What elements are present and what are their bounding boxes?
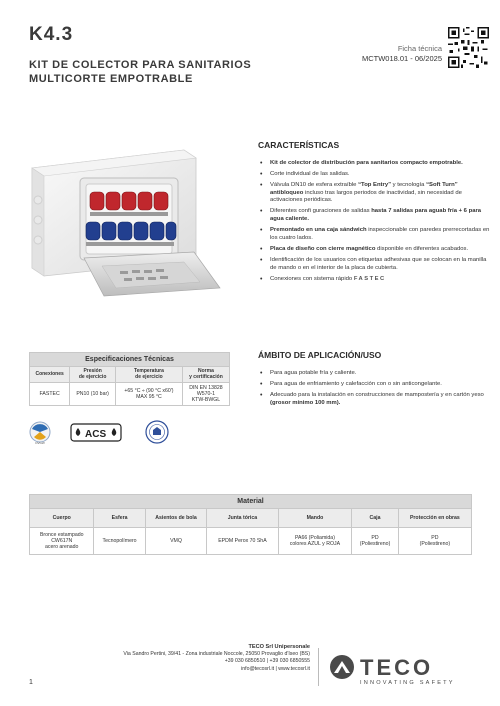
title-line-2: MULTICORTE EMPOTRABLE: [29, 73, 193, 85]
list-item-text: y tecnología: [391, 182, 427, 189]
column-header: Asientos de bola: [145, 509, 207, 528]
spec-table-caption: Especificaciones Técnicas: [30, 353, 230, 367]
table-cell: DIN EN 13828 W570-1 KTW-BWGL: [182, 383, 229, 406]
column-header: Protección en obras: [398, 509, 471, 528]
material-table-header-row: [30, 509, 472, 528]
fastec-logo-text: FASTEC: [353, 275, 386, 282]
product-title: [29, 58, 251, 86]
column-header: Esfera: [94, 509, 145, 528]
page-number: 1: [29, 679, 33, 686]
company-contacts[interactable]: info@tecosrl.it | www.tecosrl.it: [241, 665, 310, 672]
list-item-text: Conexiones con sistema rápido: [270, 275, 354, 282]
column-header: Cuerpo: [30, 509, 94, 528]
table-cell: +65 °C ÷ (90 °C x60') MAX 95 °C: [115, 383, 182, 406]
ficha-label: Ficha técnica: [397, 44, 442, 53]
table-cell: Tecnopolímero: [94, 528, 145, 555]
list-item-text: Kit de colector de distribución para sanitarios compacto empotrable.: [270, 160, 463, 166]
product-image: [24, 140, 230, 300]
list-item-text: Para agua de enfriamiento y calefacción con o sin anticongelante.: [270, 381, 442, 388]
teco-tagline: INNOVATING SAFETY: [360, 680, 455, 686]
spec-table-header-row: [30, 367, 230, 383]
list-item-text: Válvula DN10 de esfera extraíble: [270, 182, 359, 189]
list-item-text: “Top Entry”: [358, 182, 392, 189]
list-item-text: Placa de diseño con cierre magnético: [270, 245, 376, 252]
column-header: Mando: [278, 509, 352, 528]
table-cell: FASTEC: [30, 383, 70, 406]
dvgw-text: DVGW: [35, 441, 45, 445]
list-item: [270, 160, 490, 168]
list-item-text: Adecuado para la instalación en construcciones de mampostería y en cartón yeso: [270, 392, 484, 399]
table-cell: PA66 (Poliamida) colores AZUL y ROJA: [278, 528, 352, 555]
company-phones: +39 030 6850510 | +39 030 6850555: [224, 658, 310, 665]
title-line-1: KIT DE COLECTOR PARA SANITARIOS: [29, 59, 252, 71]
footer-divider: [318, 648, 319, 686]
material-table: [29, 494, 472, 555]
company-name: TECO Srl Unipersonale: [248, 644, 310, 650]
ktw-seal-icon: [146, 421, 168, 443]
list-item: [270, 257, 490, 272]
table-cell: Bronce estampado CW617N acero arenado: [30, 528, 94, 555]
list-item-text: Identificación de los usuarios con etiquetas adhesivas que se colocan en la manilla de mando o en el interior de la placa de cubierta.: [270, 256, 487, 271]
list-item: [270, 392, 490, 407]
teco-mark-icon: [330, 655, 354, 679]
company-info: [70, 644, 310, 673]
list-item-text: inspeccionable con paredes prerrecortadas en los cuatro lados.: [270, 227, 490, 241]
model-code: K4.3: [29, 24, 74, 45]
teco-logo: [328, 654, 473, 686]
features-section: [258, 140, 490, 287]
list-item: [270, 171, 490, 179]
list-item: [270, 208, 490, 223]
list-item-text: hasta 7 salidas para aguab fría + 6 para agua caliente.: [270, 208, 482, 223]
table-row: [30, 383, 230, 406]
table-cell: PD (Poliestireno): [352, 528, 398, 555]
list-item-text: incluso tras largos periodos de inactividad, sin necesidad de activaciones periódicas.: [270, 189, 462, 204]
table-cell: PD (Poliestireno): [398, 528, 471, 555]
table-cell: VMQ: [145, 528, 207, 555]
list-item-text: disponible en diferentes acabados.: [375, 245, 469, 252]
teco-brand-text: TECO: [360, 655, 434, 680]
table-cell: EPDM Perox 70 ShA: [207, 528, 278, 555]
features-list: [258, 160, 490, 283]
acs-text: ACS: [85, 429, 107, 440]
list-item: [270, 227, 490, 242]
list-item: [270, 246, 490, 254]
company-address: Via Sandro Pertini, 39/41 - Zona industriale Noccole, 25050 Provaglio d'Iseo (BS): [123, 651, 310, 658]
ficha-code: MCTW018.01 - 06/2025: [361, 54, 442, 63]
column-header: Temperatura de ejercicio: [115, 367, 182, 383]
certification-logos: [29, 420, 179, 446]
qr-code-icon[interactable]: [448, 27, 489, 68]
list-item-text: Para agua potable fría y caliente.: [270, 370, 357, 376]
list-item-text: “Soft Turn” antibloqueo: [270, 182, 458, 196]
list-item: [270, 182, 490, 205]
list-item-text: Corte individual de las salidas.: [270, 171, 350, 178]
list-item: [270, 276, 490, 284]
scope-heading: ÁMBITO DE APLICACIÓN/USO: [258, 350, 382, 360]
column-header: Norma y certificación: [182, 367, 229, 383]
acs-icon: [71, 424, 121, 441]
list-item-text: (grosor mínimo 100 mm).: [270, 399, 341, 406]
list-item-text: Premontado en una caja sándwich: [270, 227, 367, 234]
list-item-text: Diferentes confi guraciones de salidas: [270, 208, 372, 215]
dvgw-icon: [30, 422, 50, 445]
features-heading: CARACTERÍSTICAS: [258, 140, 340, 150]
column-header: Caja: [352, 509, 398, 528]
column-header: Presión de ejercicio: [70, 367, 116, 383]
table-row: [30, 528, 472, 555]
list-item: [270, 381, 490, 389]
column-header: Conexiones: [30, 367, 70, 383]
list-item: [270, 370, 490, 378]
column-header: Junta tórica: [207, 509, 278, 528]
scope-list: [258, 370, 490, 407]
scope-section: [258, 350, 490, 411]
table-cell: PN10 (10 bar): [70, 383, 116, 406]
spec-table: [29, 352, 230, 406]
material-table-caption: Material: [30, 495, 472, 509]
